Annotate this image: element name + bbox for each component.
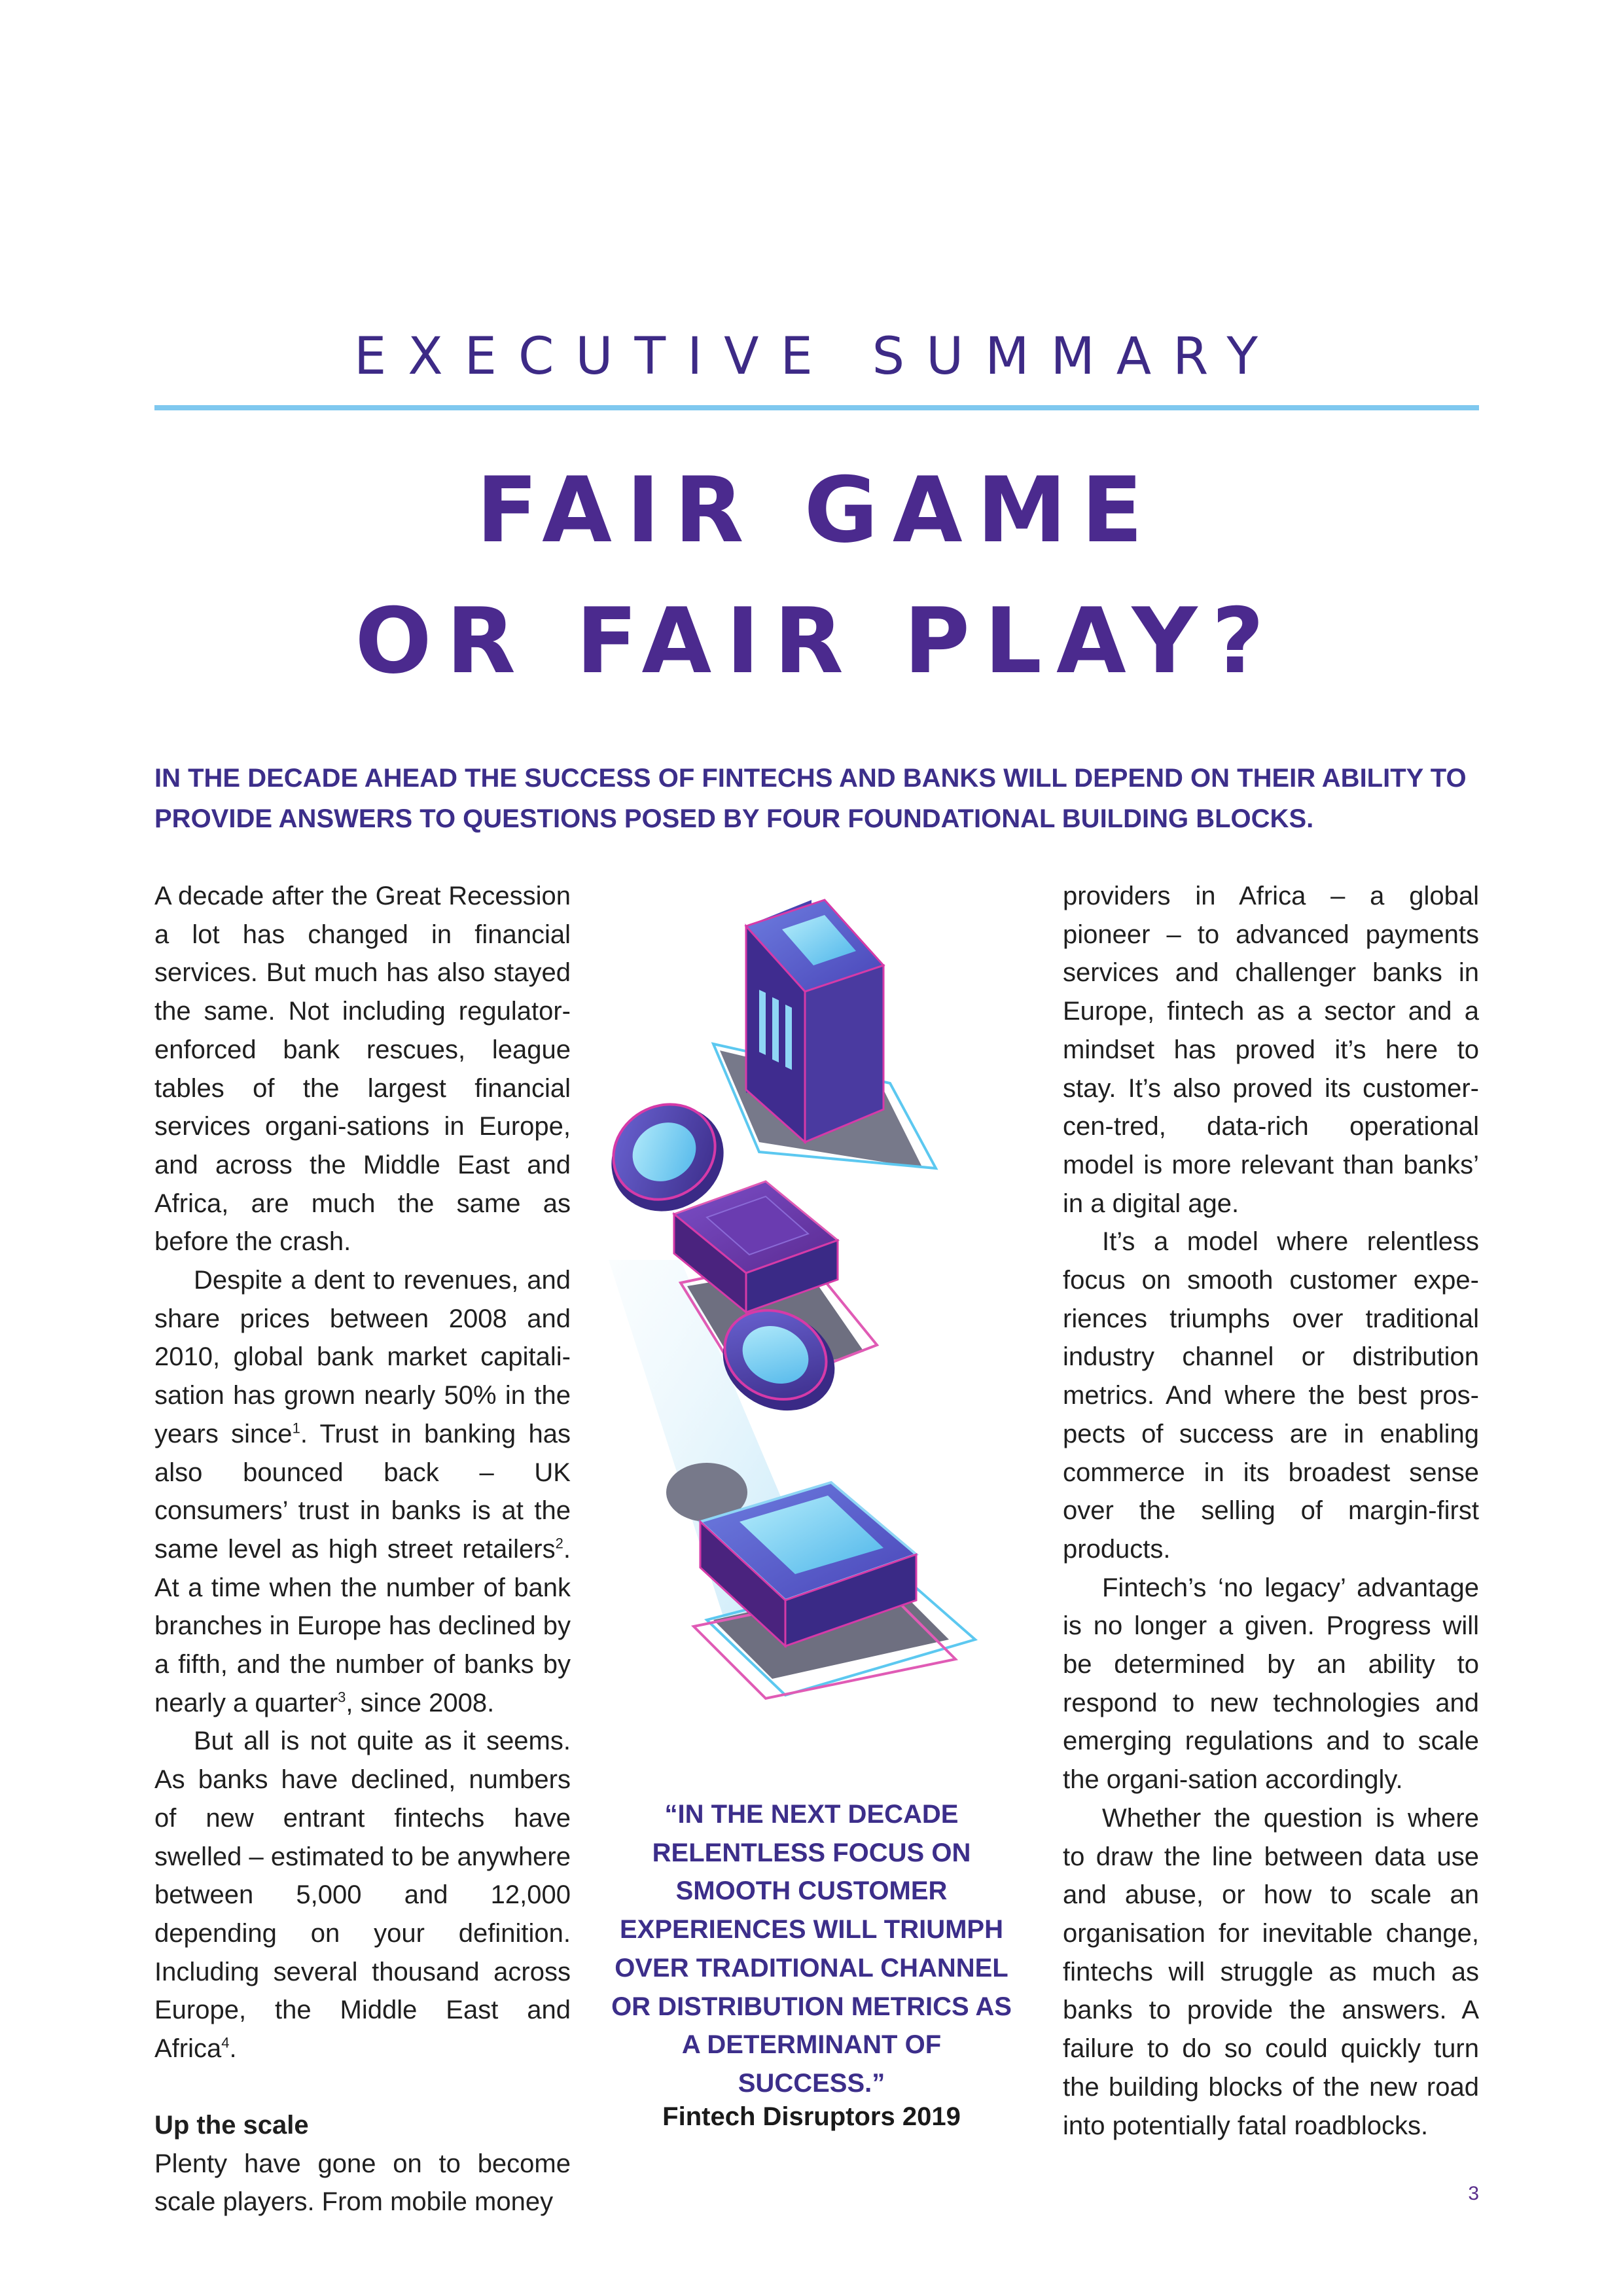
footnote-ref-3: 3 <box>338 1689 346 1706</box>
left-paragraph-1: A decade after the Great Recession a lot has changed in financial services. But much has also stayed the same. Not including regulator-enforced bank rescues, league tables of the largest financial services organi-sations in Europe, and across the Middle East and Africa, are much the same as before the crash. <box>154 882 571 1257</box>
section-label: EXECUTIVE SUMMARY <box>353 327 1280 386</box>
right-paragraph-3: Fintech’s ‘no legacy’ advantage is no longer a given. Progress will be determined by an ability to respond to new technologies and emerging regulations and to scale the organi-sation accordingly. <box>1063 1573 1479 1795</box>
header-rule <box>154 405 1479 410</box>
quote-attribution: Fintech Disruptors 2019 <box>662 2102 961 2131</box>
page-title <box>154 445 1479 707</box>
left-paragraph-3 <box>154 1722 571 2068</box>
title-line-1: FAIR GAME <box>476 457 1158 563</box>
left-p3-text-b: . <box>229 2034 237 2064</box>
quote-line-6: OR DISTRIBUTION METRICS AS <box>611 1992 1012 2021</box>
intro-text <box>154 758 1479 839</box>
quote-line-7: A DETERMINANT OF SUCCESS.” <box>681 2030 942 2098</box>
server-vent-2 <box>772 997 779 1063</box>
server-vent-1 <box>759 990 766 1055</box>
quote-line-2: RELENTLESS FOCUS ON <box>652 1838 971 1867</box>
right-paragraph-4: Whether the question is where to draw the line between data use and abuse, or how to scale an organisation for inevitable change, fintechs will struggle as much as banks to provide the answers. A failure to do so could quickly turn the building blocks of the new road into potentially fatal roadblocks. <box>1063 1803 1479 2140</box>
left-paragraph-4: Plenty have gone on to become scale players. From mobile money <box>154 2149 571 2217</box>
left-p2-text-d: , since 2008. <box>346 1688 495 1717</box>
quote-line-5: OVER TRADITIONAL CHANNEL <box>615 1953 1008 1982</box>
right-paragraph-1: providers in Africa – a global pioneer – to advanced payments services and challenger banks in Europe, fintech as a sector and a mindset has proved it’s here to stay. It’s also proved its customer-cen-tred, data-rich operational model is more relevant than banks’ in a digital age. <box>1063 882 1479 1218</box>
page-number: 3 <box>1468 2183 1479 2204</box>
title-line-2: OR FAIR PLAY? <box>355 588 1279 694</box>
server-vent-3 <box>785 1005 792 1070</box>
building-blocks-illustration <box>609 893 1014 1738</box>
right-column <box>1063 877 1479 2145</box>
left-column <box>154 877 571 2221</box>
left-p2-text-c: . At a time when the number of bank branches in Europe has declined by a fifth, and the number of banks by nearly a quarter <box>154 1534 571 1717</box>
quote-line-4: EXPERIENCES WILL TRIUMPH <box>620 1915 1003 1945</box>
left-p2-text-b: . Trust in banking has also bounced back – UK consumers’ trust in banks is at the same level as high street retailers <box>154 1419 571 1564</box>
footnote-ref-2: 2 <box>555 1535 563 1552</box>
left-paragraph-2 <box>154 1261 571 1722</box>
footnote-ref-1: 1 <box>292 1420 300 1437</box>
quote-line-1: “IN THE NEXT DECADE <box>664 1800 959 1829</box>
footnote-ref-4: 4 <box>221 2034 230 2051</box>
right-paragraph-2: It’s a model where relentless focus on smooth customer expe-riences triumphs over traditional industry channel or distribution metrics. And where the best pros-pects of success are in enabling commerce in its broadest sense over the selling of margin-first products. <box>1063 1227 1479 1564</box>
quote-line-3: SMOOTH CUSTOMER <box>675 1876 948 1906</box>
pull-quote <box>609 1795 1014 2103</box>
intro-line-1: IN THE DECADE AHEAD THE SUCCESS OF FINTECHS AND BANKS WILL DEPEND ON THEIR ABILITY TO <box>154 764 1467 793</box>
subheading: Up the scale <box>154 2110 309 2140</box>
left-p3-text-a: But all is not quite as it seems. As banks have declined, numbers of new entrant fintechs have swelled – estimated to be anywhere between 5,000 and 12,000 depending on your definition. Including several thousand across Europe, the Middle East and Africa <box>154 1727 571 2064</box>
intro-line-2: PROVIDE ANSWERS TO QUESTIONS POSED BY FOUR FOUNDATIONAL BUILDING BLOCKS. <box>154 804 1314 833</box>
left-p2-text-a: Despite a dent to revenues, and share prices between 2008 and 2010, global bank market capitali-sation has grown nearly 50% in the years since <box>154 1266 571 1448</box>
